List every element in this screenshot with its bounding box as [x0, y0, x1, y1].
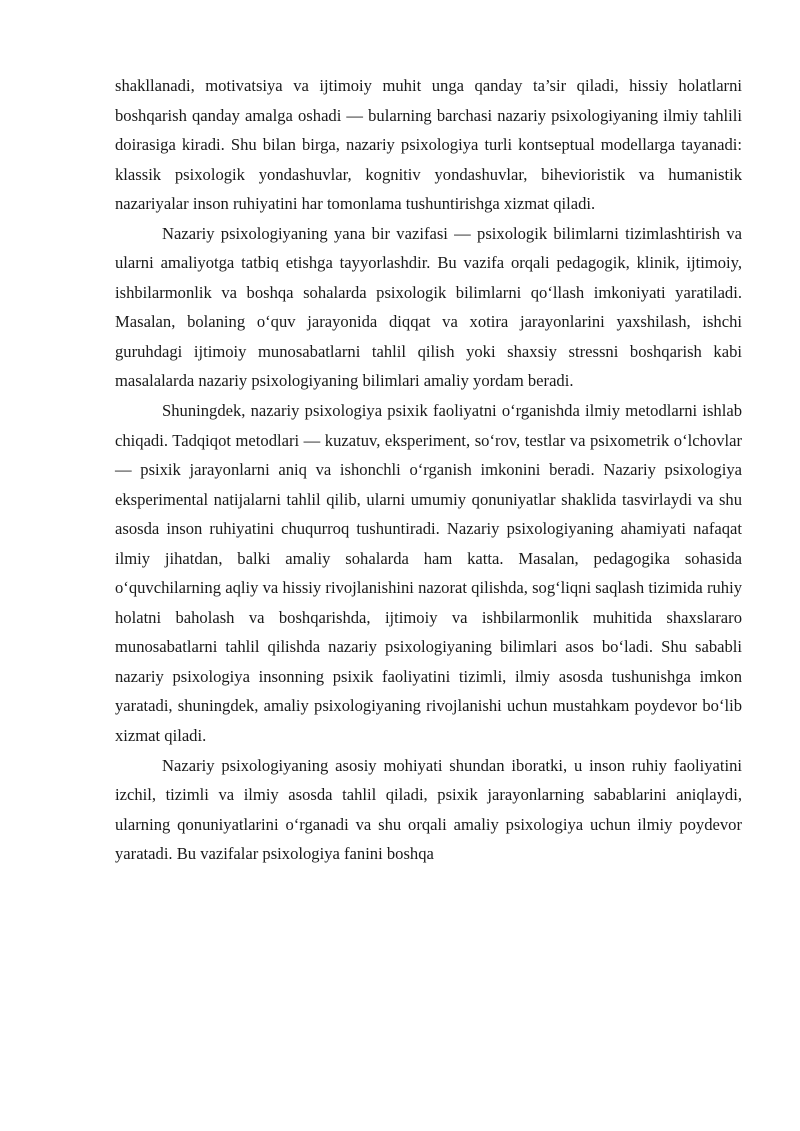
- paragraph: Nazariy psixologiyaning yana bir vazifasi — psixologik bilimlarni tizimlashtirish va ularni amaliyotga tatbiq etishga tayyorlashdir. Bu vazifa orqali pedagogik, klinik, ijtimoiy, ishbilarmonlik va boshqa sohalarda psixologik bilimlarni qo‘llash imkoniyati yaratiladi. Masalan, bolaning o‘quv jarayonida diqqat va xotira jarayonlarini yaxshilash, ishchi guruhdagi ijtimoiy munosabatlarni tahlil qilish yoki shaxsiy stressni boshqarish kabi masalalarda nazariy psixologiyaning bilimlari amaliy yordam beradi.: [115, 223, 742, 391]
- paragraph: Shuningdek, nazariy psixologiya psixik faoliyatni o‘rganishda ilmiy metodlarni ishlab chiqadi. Tadqiqot metodlari — kuzatuv, eksperiment, so‘rov, testlar va psixometrik o‘lchovlar — psixik jarayonlarni aniq va ishonchli o‘rganish imkonini beradi. Nazariy psixologiya eksperimental natijalarni tahlil qilib, ularni umumiy qonuniyatlar shaklida tasvirlaydi va shu asosda inson ruhiyatini chuqurroq tushuntiradi. Nazariy psixologiyaning ahamiyati nafaqat ilmiy jihatdan, balki amaliy sohalarda ham katta. Masalan, pedagogika sohasida o‘quvchilarning aqliy va hissiy rivojlanishini nazorat qilishda, sog‘liqni saqlash tizimida ruhiy holatni baholash va boshqarishda, ijtimoiy va ishbilarmonlik muhitida shaxslararo munosabatlarni tahlil qilishda nazariy psixologiyaning bilimlari asos bo‘ladi. Shu sababli nazariy psixologiya insonning psixik faoliyatini tizimli, ilmiy asosda tushunishga imkon yaratadi, shuningdek, amaliy psixologiyaning rivojlanishi uchun mustahkam poydevor bo‘lib xizmat qiladi.: [115, 401, 742, 746]
- body-text: [115, 71, 742, 869]
- paragraph: Nazariy psixologiyaning asosiy mohiyati shundan iboratki, u inson ruhiy faoliyatini izchil, tizimli va ilmiy asosda tahlil qiladi, psixik jarayonlarning sabablarini aniqlaydi, ularning qonuniyatlarini o‘rganadi va shu orqali amaliy psixologiya uchun ilmiy poydevor yaratadi. Bu vazifalar psixologiya fanini boshqa: [115, 755, 742, 864]
- paragraph: shakllanadi, motivatsiya va ijtimoiy muhit unga qanday ta’sir qiladi, hissiy holatlarni boshqarish qanday amalga oshadi — bularning barchasi nazariy psixologiyaning ilmiy tahlili doirasiga kiradi. Shu bilan birga, nazariy psixologiya turli kontseptual modellarga tayanadi: klassik psixologik yondashuvlar, kognitiv yondashuvlar, bihevioristik va humanistik nazariyalar inson ruhiyatini har tomonlama tushuntirishga xizmat qiladi.: [115, 76, 742, 214]
